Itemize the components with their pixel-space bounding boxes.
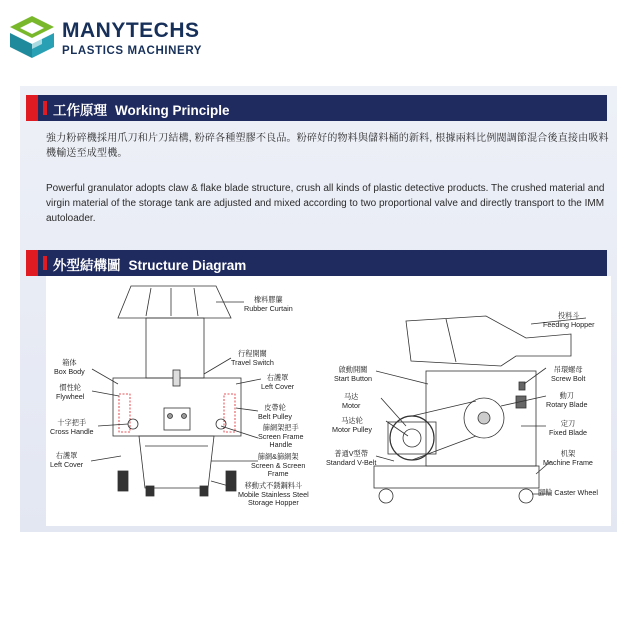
front-hopper-bin	[139, 436, 214, 488]
label-machine-frame: 机架 Machine Frame	[543, 449, 593, 467]
label-storage-hopper: 移動式不銹鋼料斗 Mobile Stainless Steel Storage Hopper	[238, 481, 309, 507]
structure-diagram-drawing	[46, 276, 611, 526]
label-motor-pulley: 马达轮 Motor Pulley	[332, 416, 372, 434]
front-box-body	[113, 378, 241, 436]
label-fixed-blade: 定刀 Fixed Blade	[549, 419, 587, 437]
label-caster-wheel: 腳輪 Caster Wheel	[538, 488, 598, 497]
front-hopper-top	[118, 286, 231, 318]
label-cross-handle: 十字把手 Cross Handle	[50, 418, 94, 436]
label-screen-frame-handle: 篩網架把手 Screen Frame Handle	[258, 423, 304, 449]
label-left-cover-lower: 右護罩 Left Cover	[50, 451, 84, 469]
label-screw-bolt: 吊環螺母 Screw Bolt	[551, 365, 586, 383]
label-belt-pulley: 皮帶轮 Belt Pulley	[258, 403, 292, 421]
working-principle-title-cn: 工作原理	[53, 103, 107, 118]
structure-diagram-title-en: Structure Diagram	[128, 258, 247, 273]
brand	[62, 20, 202, 58]
brand-name: MANYTECHS	[62, 19, 200, 42]
label-rotary-blade: 動刀 Rotary Blade	[546, 391, 588, 409]
working-principle-title-en: Working Principle	[115, 103, 230, 118]
label-box-body: 箱体 Box Body	[54, 358, 85, 376]
brand-subtitle: PLASTICS MACHINERY	[62, 45, 203, 57]
machine-line-drawing	[46, 276, 611, 526]
working-principle-text-cn: 強力粉碎機採用爪刀和片刀結構, 粉碎各種塑膠不良品。粉碎好的物料與儲料桶的新料, 根據兩料比例閥調節混合後直接由吸料機輸送至成型機。	[46, 133, 609, 159]
section-header-working-principle	[26, 95, 607, 121]
label-rubber-curtain: 橡料膠簾 Rubber Curtain	[244, 295, 293, 313]
label-travel-switch: 行程開關 Travel Switch	[231, 349, 274, 367]
side-motor-pulley	[390, 416, 434, 460]
label-start-button: 啟動開關 Start Button	[334, 365, 372, 383]
label-motor: 马达 Motor	[342, 392, 361, 410]
label-flywheel: 慣性轮 Flywheel	[56, 383, 85, 401]
structure-diagram-title-cn: 外型結構圖	[53, 258, 121, 273]
label-screen-and-frame: 篩網&篩網架 Screen & Screen Frame	[251, 452, 306, 478]
label-v-belt: 普通V型帶 Standard V-Belt	[326, 449, 377, 467]
working-principle-text-en: Powerful granulator adopts claw & flake blade structure, crush all kinds of plastic detective products. The crushed material and virgin material of the storage tank are adjusted and mixed according to two proportional valve and directly transport to the IMM autoloader.	[46, 183, 605, 224]
brand-logo	[8, 14, 56, 60]
side-machine-frame	[374, 466, 539, 488]
section-header-structure-diagram	[26, 250, 607, 276]
label-feeding-hopper: 投料斗 Feeding Hopper	[543, 311, 595, 329]
front-chute	[146, 318, 204, 378]
label-left-cover-upper: 右護罩 Left Cover	[261, 373, 295, 391]
